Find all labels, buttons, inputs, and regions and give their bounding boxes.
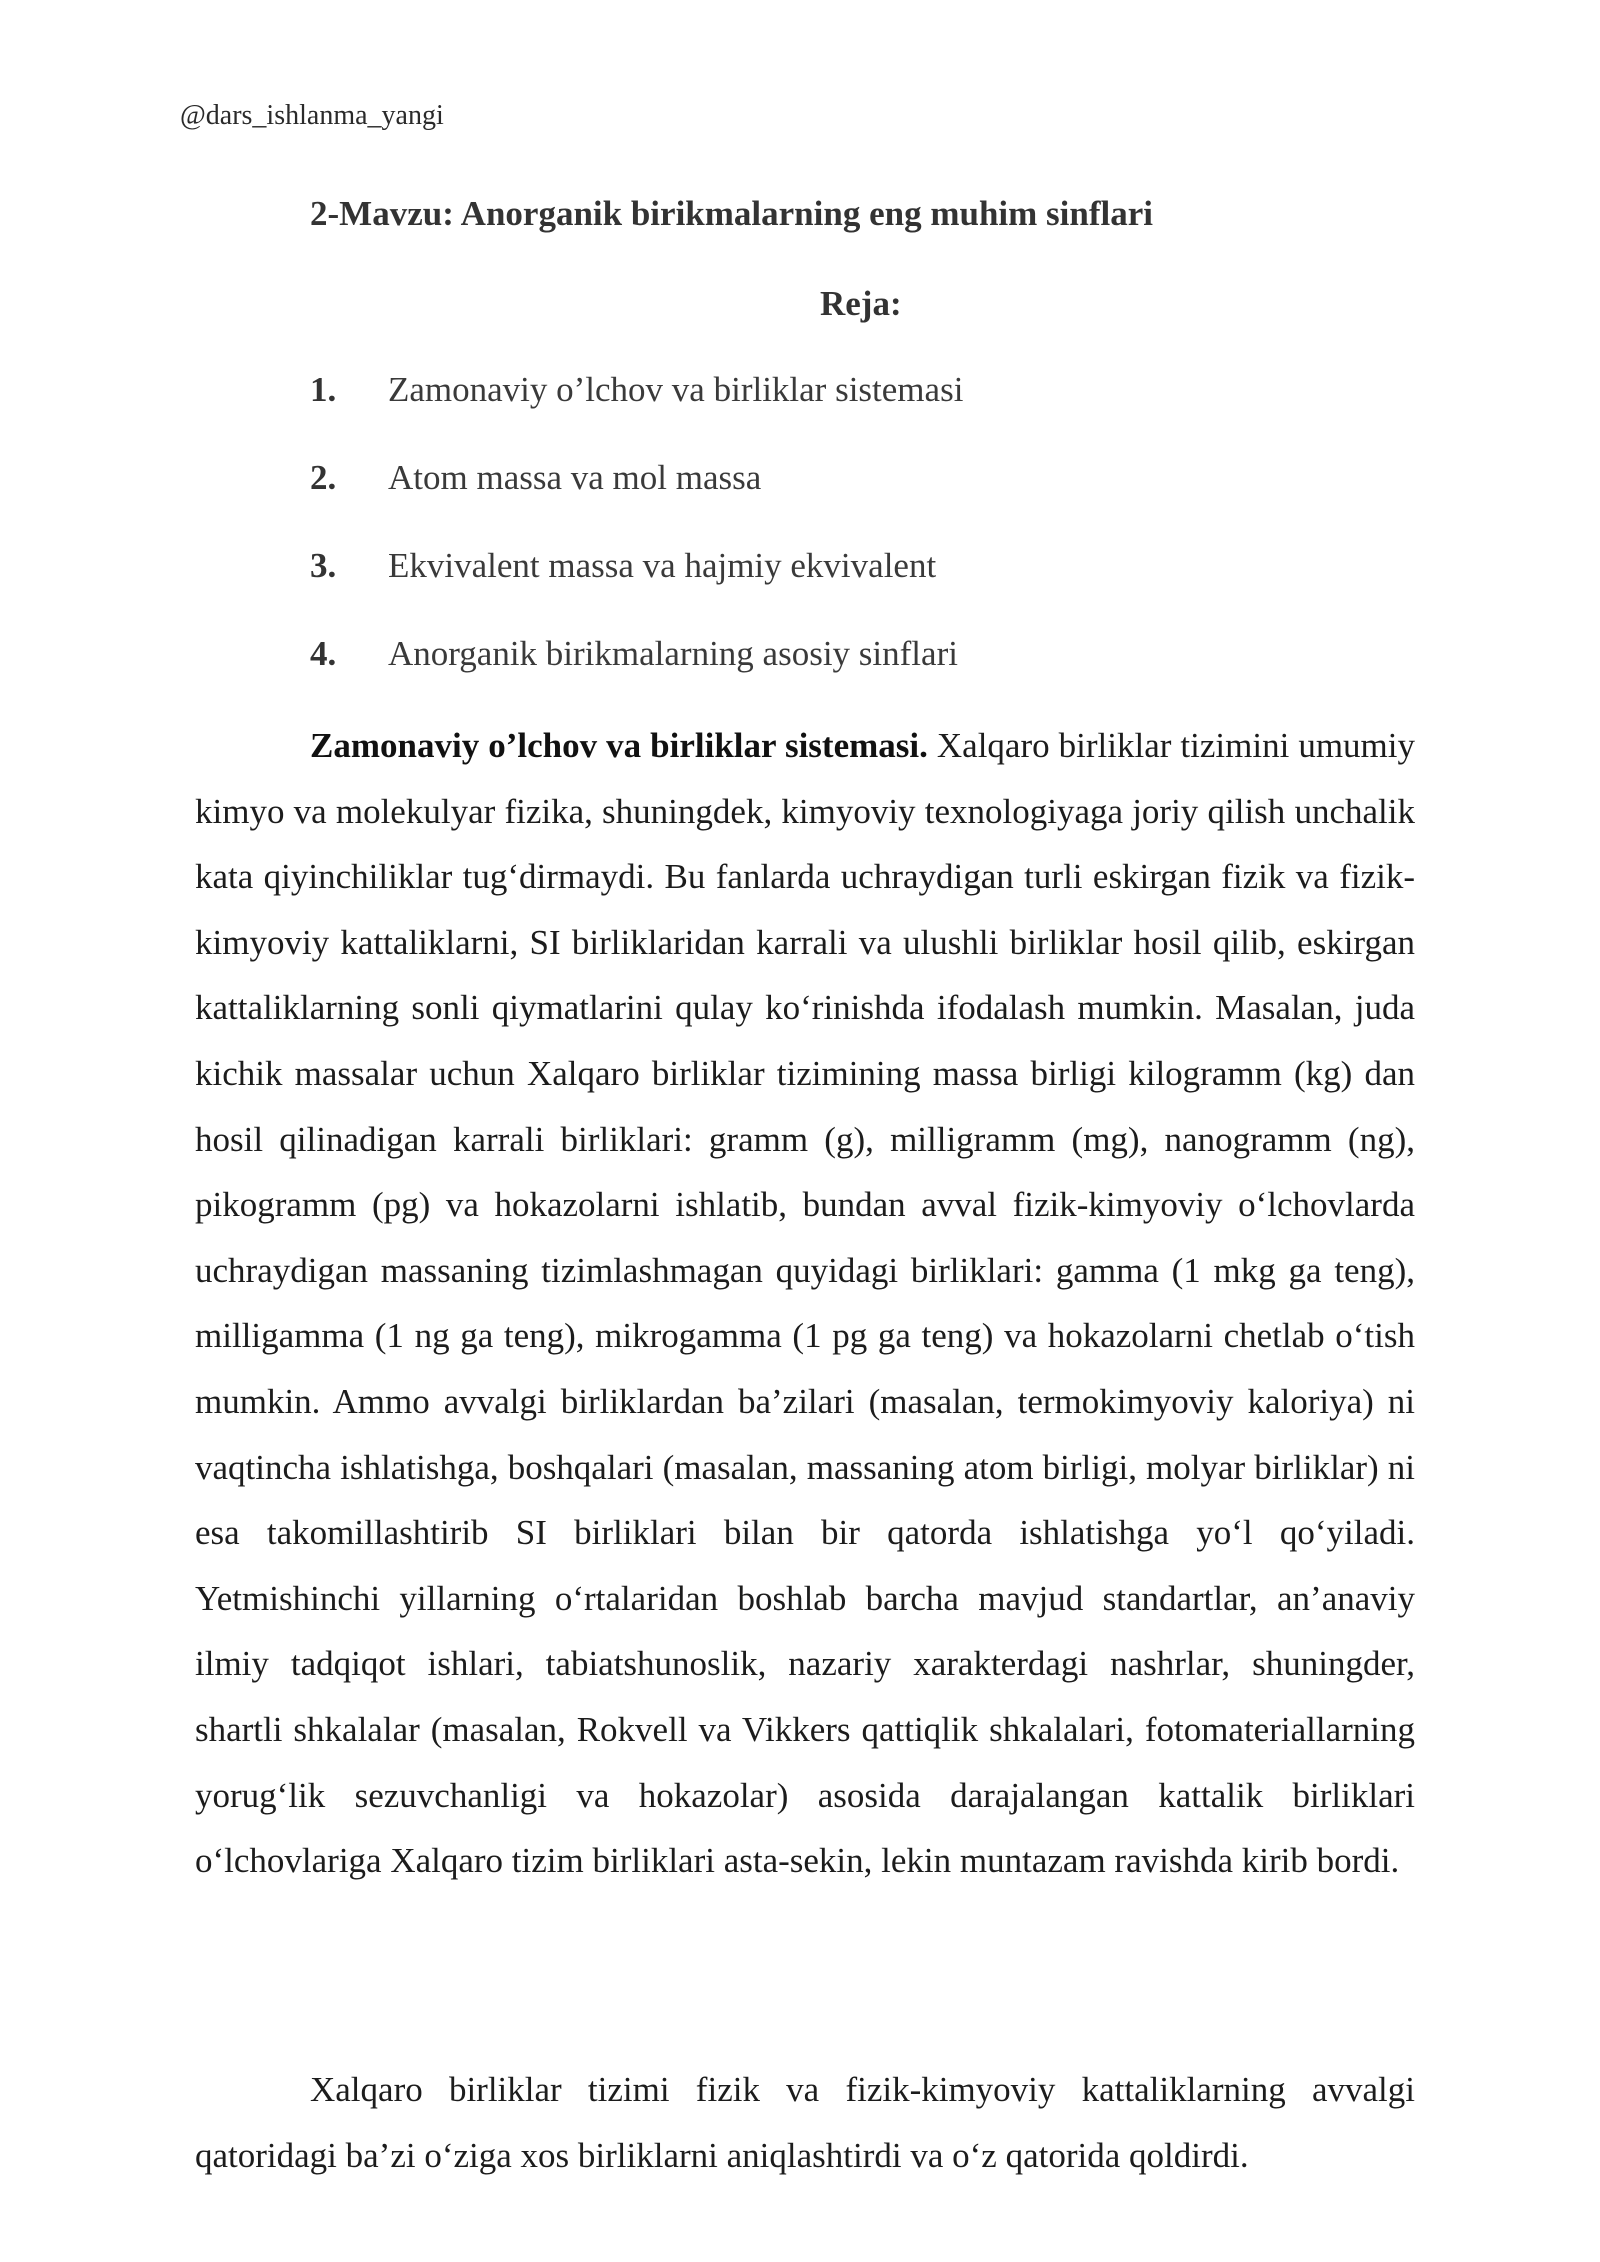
paragraph-text: Xalqaro birliklar tizimini umumiy kimyo va molekulyar fizika, shuningdek, kimyoviy texnologiyaga joriy qilish unchalik kata qiyinchiliklar tug‘dirmaydi. Bu fanlarda uchraydigan turli eskirgan fizik va fizik-kimyoviy kattaliklarni, SI birliklaridan karrali va ulushli birliklar hosil qilib, eskirgan kattaliklarning sonli qiymatlarini qulay ko‘rinishda ifodalash mumkin. Masalan, juda kichik massalar uchun Xalqaro birliklar tizimining massa birligi kilogramm (kg) dan hosil qilinadigan karrali birliklari: gramm (g), milligramm (mg), nanogramm (ng), pikogramm (pg) va hokazolarni ishlatib, bundan avval fizik-kimyoviy o‘lchovlarda uchraydigan massaning tizimlashmagan quyidagi birliklari: gamma (1 mkg ga teng), milligamma (1 ng ga teng), mikrogamma (1 pg ga teng) va hokazolarni chetlab o‘tish mumkin. Ammo avvalgi birliklardan ba’zilari (masalan, termokimyoviy kaloriya) ni vaqtincha ishlatishga, boshqalari (masalan, massaning atom birligi, molyar birliklar) ni esa takomillashtirib SI birliklari bilan bir qatorda ishlatishga yo‘l qo‘yiladi. Yetmishinchi yillarning o‘rtalaridan boshlab barcha mavjud standartlar, an’anaviy ilmiy tadqiqot ishlari, tabiatshunoslik, nazariy xarakterdagi nashrlar, shuningder, shartli shkalalar (masalan, Rokvell va Vikkers qattiqlik shkalalari, fotomateriallarning yorug‘lik sezuvchanligi va hokazolar) asosida darajalangan kattalik birliklari o‘lchovlariga Xalqaro tizim birliklari asta-sekin, lekin muntazam ravishda kirib bordi.: [195, 726, 1415, 1881]
plan-item: [310, 544, 1210, 632]
section-lead-heading: Zamonaviy o’lchov va birliklar sistemasi.: [310, 726, 928, 765]
plan-item: [310, 456, 1210, 544]
plan-item-number: 3.: [310, 546, 337, 585]
plan-heading: Reja:: [820, 284, 902, 323]
plan-item-number: 1.: [310, 370, 337, 409]
plan-item-number: 2.: [310, 458, 337, 497]
plan-list: [310, 368, 1210, 720]
plan-item-text: Atom massa va mol massa: [388, 458, 762, 497]
plan-item: [310, 632, 1210, 720]
body-paragraph: [195, 2057, 1415, 2188]
plan-item-text: Zamonaviy o’lchov va birliklar sistemasi: [388, 370, 964, 409]
plan-item: [310, 368, 1210, 456]
page-title: 2-Mavzu: Anorganik birikmalarning eng muhim sinflari: [310, 194, 1153, 233]
channel-handle: @dars_ishlanma_yangi: [180, 100, 444, 131]
plan-item-text: Anorganik birikmalarning asosiy sinflari: [388, 634, 958, 673]
plan-item-number: 4.: [310, 634, 337, 673]
paragraph-text: Xalqaro birliklar tizimi fizik va fizik-kimyoviy kattaliklarning avvalgi qatoridagi ba’zi o‘ziga xos birliklarni aniqlashtirdi va o‘z qatorida qoldirdi.: [195, 2070, 1415, 2175]
body-paragraph: [195, 713, 1415, 1894]
plan-item-text: Ekvivalent massa va hajmiy ekvivalent: [388, 546, 937, 585]
